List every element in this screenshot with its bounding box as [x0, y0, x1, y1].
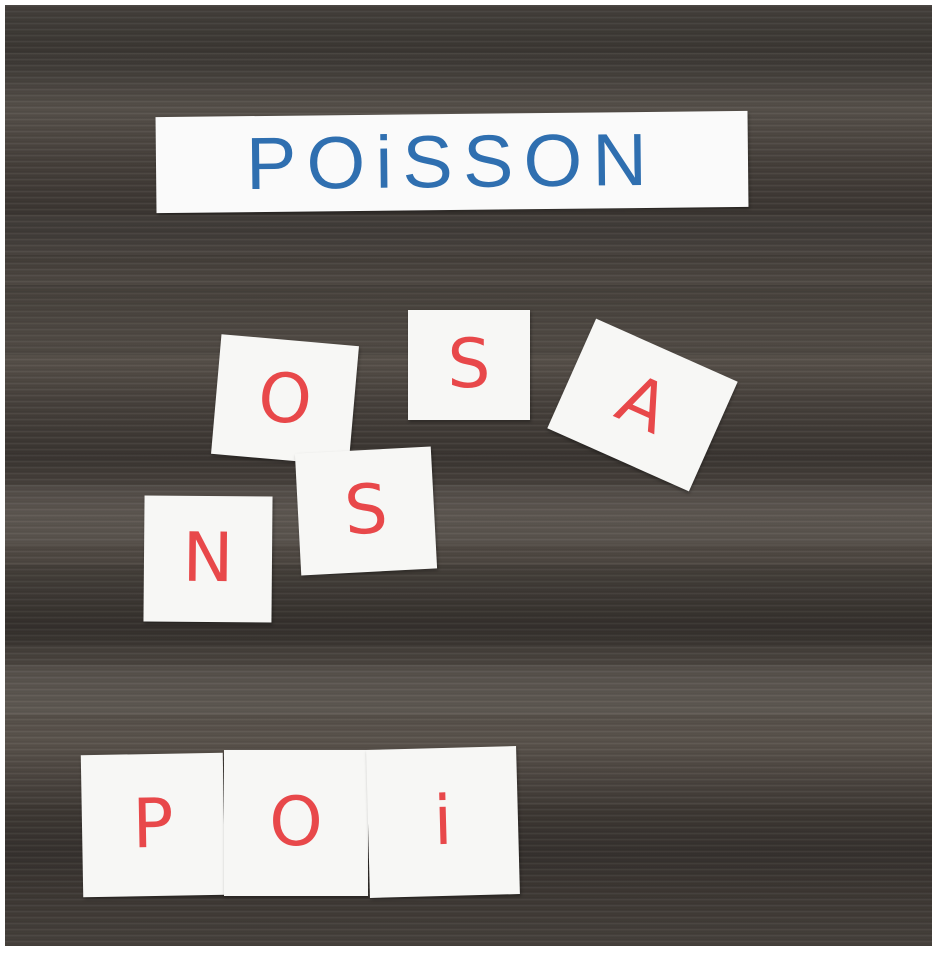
assembled-letter-tile	[224, 750, 368, 896]
letter-tile	[408, 310, 530, 420]
word-text: POiSSON	[245, 117, 658, 206]
letter-tile	[295, 447, 437, 576]
wood-plank	[5, 665, 932, 715]
letter-tile-text: S	[447, 325, 491, 404]
letter-tile-text: P	[131, 784, 175, 865]
letter-tile-text: O	[254, 357, 316, 442]
letter-tile-text: i	[432, 781, 454, 862]
wood-plank	[5, 215, 932, 255]
letter-tile	[211, 334, 359, 466]
assembled-letter-tile	[81, 753, 225, 897]
letter-tile-text: A	[605, 358, 681, 451]
word-card	[156, 111, 749, 213]
letter-tile-text: O	[269, 783, 323, 862]
assembled-letter-tile	[366, 746, 520, 898]
letter-tile-text: S	[342, 469, 390, 552]
letter-tile	[143, 495, 272, 622]
wood-plank	[5, 5, 932, 53]
letter-tile-text: N	[182, 518, 234, 599]
